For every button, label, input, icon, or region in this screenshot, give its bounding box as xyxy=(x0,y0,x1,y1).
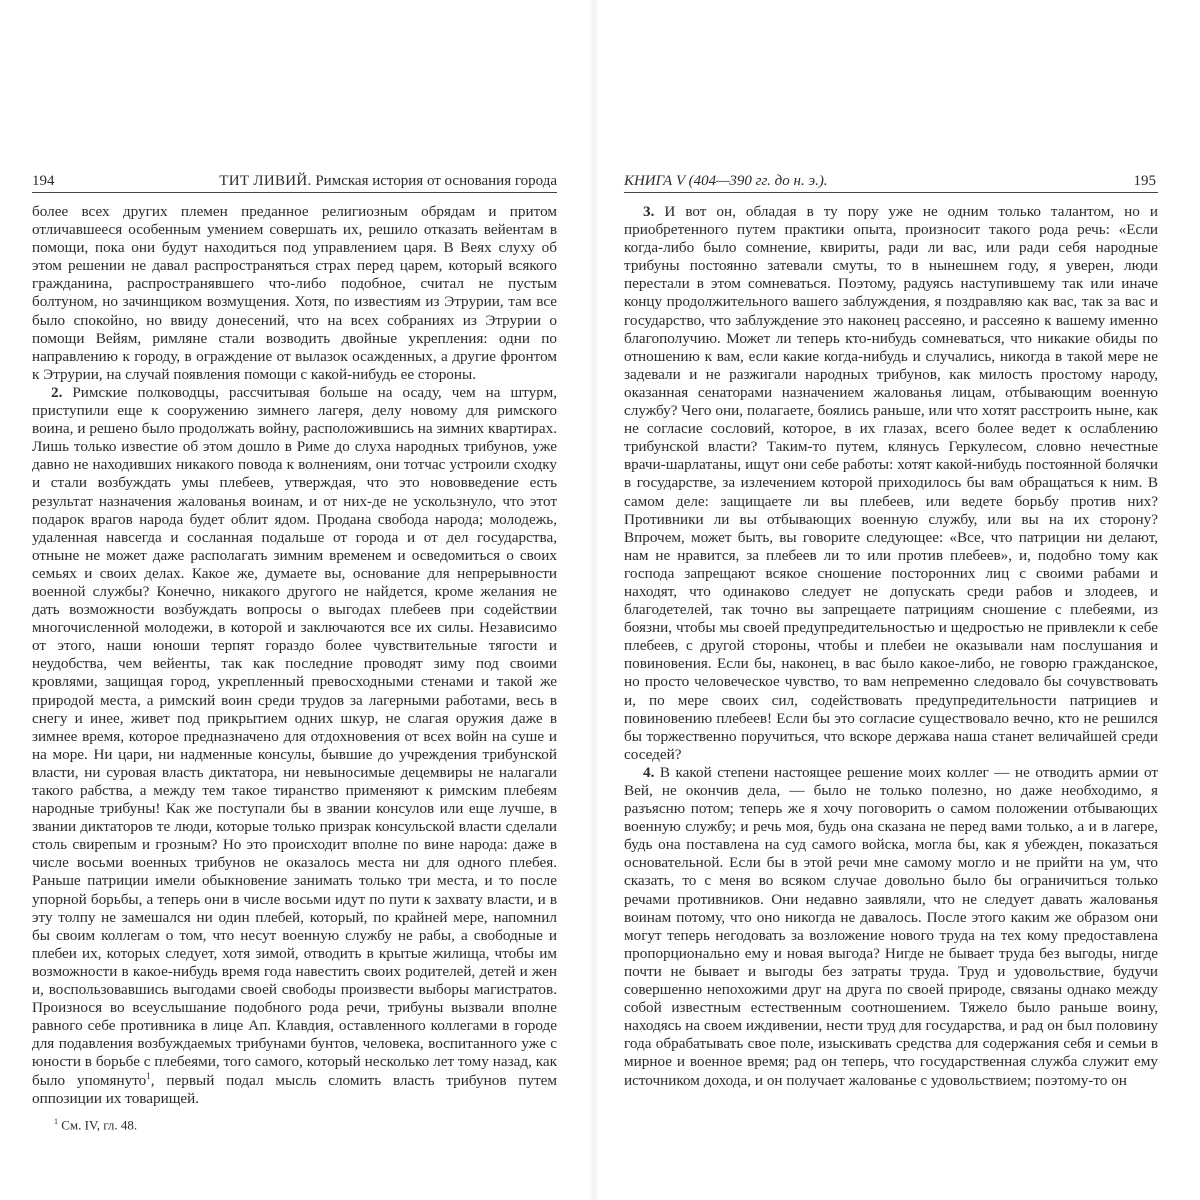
right-header-title: КНИГА V (404—390 гг. до н. э.). xyxy=(624,173,828,189)
right-body-text xyxy=(624,203,1158,1090)
left-body-text xyxy=(32,203,557,1108)
paragraph-2-text: Римские полководцы, рассчитывая больше на осаду, чем на штурм, приступили еще к сооружению зимнего лагеря, делу новому для римского воина, и решено было продолжать войну, расположившись на зимних квартирах. Лишь только известие об этом дошло в Риме до слуха народных трибунов, уже давно не находивших никакого повода к волнениям, они тотчас устроили сходку и стали возбуждать умы плебеев, утверждая, что это нововведение есть результат назначения жалованья воинам, и от них-де не ускользнуло, что этот подарок врагов народа будет облит ядом. Продана свобода народа; молодежь, удаленная навсегда и сосланная подальше от города и от дел государства, отныне не может даже располагать зимним временем и осведомиться о своих семьях и своих делах. Какое же, думаете вы, основание для непрерывности военной службы? Конечно, никакого другого не найдется, кроме желания не дать возможности возбуждать вопросы о выгодах плебеев при содействии многочисленной молодежи, в которой и заключаются все их силы. Независимо от этого, наши юноши терпят гораздо более чувствительные тягости и неудобства, чем вейенты, так как последние проводят зиму под своими кровлями, защищая город, укрепленный превосходными стенами и такой же природой места, а римский воин среди трудов за лагерными работами, весь в снегу и инее, живет под прикрытием одних шкур, не слагая оружия даже в зимнее время, которое предназначено для отдохновения от всех войн на суше и на море. Ни цари, ни надменные консулы, бывшие до учреждения трибунской власти, ни суровая власть диктатора, ни невыносимые децемвиры не налагали такого рабства, а между тем такое тиранство применяют к римским плебеям народные трибуны! Как же поступали бы в звании консулов или еще лучше, в звании диктаторов те люди, которые только призрак консульской власти сделали столь свирепым и грозным? Но это происходит вполне по вине народа: даже в числе восьми военных трибунов не оказалось места ни для одного плебея. Раньше патриции имели обыкновение занимать только три места, и то после упорной борьбы, а теперь они в числе восьми идут по пути к захвату власти, и в эту толпу не замешался ни один плебей, который, по крайней мере, напомнил бы своим коллегам о том, что несут военную службу не рабы, а свободные и плебеи их, которых следует, хотя зимой, отводить в крытые жилища, чтобы им возможности в какое-нибудь время года навестить своих родителей, детей и жен и, воспользовавшись выгодами своей свободы произвести выборы магистратов. Произнося во всеуслышание подобного рода речи, трибуны вызвали вполне равного себе противника в лице Ап. Клавдия, оставленного коллегами в городе для подавления возбуждаемых трибунами бунтов, человека, воспитанного уже с юности в борьбе с плебеями, того самого, который несколько лет тому назад, как было упомянуто xyxy=(32,383,557,1089)
paragraph-2-end: , первый подал мысль сломить власть трибунов путем оппозиции их товарищей. xyxy=(32,1071,558,1107)
left-page xyxy=(32,170,557,1133)
paragraph-2 xyxy=(32,384,557,1108)
paragraph-4 xyxy=(624,764,1158,1090)
section-number-4: 4. xyxy=(643,763,655,781)
paragraph-continued: более всех других племен преданное религиозным обрядам и притом отличавшееся особенным умением совершать их, решило отказать вейентам в помощи, пока они будут находиться под управлением царя. В Веях слуху об этом решении не давал распространяться страх перед царем, который всякого гражданина, распространявшего что-либо подобное, считал не пустым болтуном, но зачинщиком возмущения. Хотя, по известиям из Этрурии, там все было спокойно, но ввиду донесений, что на всех собраниях из Этрурии о помощи Вейям, римляне стали возводить двойные укрепления: одни по направлению к городу, в ограждение от вылазок осажденных, а другие фронтом к Этрурии, на случай появления помощи с какой-нибудь ее стороны. xyxy=(32,203,557,383)
book-gutter xyxy=(588,0,600,1200)
paragraph-3 xyxy=(624,203,1158,764)
section-number-2: 2. xyxy=(51,383,63,401)
right-page-number: 195 xyxy=(1133,173,1156,189)
left-page-number: 194 xyxy=(32,173,55,189)
header-work-title: Римская история от основания города xyxy=(315,173,557,189)
footnote-reference: 1 xyxy=(146,1070,151,1081)
paragraph-3-text: И вот он, обладая в ту пору уже не одним только талантом, но и приобретенного путем практики опыта, произносит такого рода речь: «Если когда-либо было сомнение, квириты, ради ли вас, или ради себя народные трибуны постоянно затевали смуты, то в нынешнем году, я уверен, люди перестали в этом сомневаться. Поэтому, радуясь наступившему так или иначе концу продолжительного вашего заблуждения, я поздравляю как вас, так за вас и государство, что заблуждение это наконец рассеяно, и рассеяно к вашему именно благополучию. Может ли теперь кто-нибудь сомневаться, что никакие обиды по отношению к вам, если какие когда-нибудь и случались, никогда в такой мере не задевали и не разжигали народных трибунов, как милость простому народу, оказанная сенаторами назначением жалованья лицам, отбывающим военную службу? Чего они, полагаете, боялись раньше, или что хотят расстроить ныне, как не согласие сословий, которое, в их глазах, всего более ведет к ослаблению трибунской власти? Таким-то путем, клянусь Геркулесом, словно нечестные врачи-шарлатаны, ищут они себе работы: хотят какой-нибудь постоянной болячки в государстве, за излечением которой приходилось бы вам обращаться к ним. В самом деле: защищаете ли вы плебеев, или ведете борьбу против них? Противники ли вы отбывающих военную службу, или вы на их сторону? Впрочем, может быть, вы говорите следующее: «Все, что патриции ни делают, нам не нравится, за плебеев ли то или против плебеев», и, подобно тому как господа запрещают всякое сношение посторонних лиц с своими рабами и находят, что одинаково следует не допускать среди рабов и злодеев, и благодетелей, так точно вы запрещаете патрициям сношение с плебеями, из боязни, чтобы мы своей предупредительностью и щедростью не привлекли к себе плебеев, с другой стороны, чтобы и плебеи не оказывали нам послушания и повиновения. Если бы, наконец, в вас было какое-либо, не говорю гражданское, но просто человеческое чувство, то вам непременно следовало бы сочувствовать и, по мере своих сил, содействовать предупредительности патрициев и повиновению плебеев! Если бы это согласие существовало вечно, кто не решился бы торжественно поручиться, что вскоре держава наша станет величайшей среди соседей? xyxy=(624,203,1159,763)
footnote-text: См. IV, гл. 48. xyxy=(61,1117,138,1133)
right-running-head xyxy=(624,170,1158,193)
footnote-mark: 1 xyxy=(54,1116,58,1126)
left-running-head xyxy=(32,170,557,193)
paragraph-4-text: В какой степени настоящее решение моих коллег — не отводить армии от Вей, не окончив дела, — было не только полезно, но даже необходимо, я разъясню потом; теперь же я хочу поговорить о самом положении отбывающих военную службу; и речь моя, будь она сказана не перед вами только, а и в лагере, будь она поставлена на суд самого войска, могла бы, как я убежден, показаться основательной. Если бы в этой речи мне самому могло и не прийти на ум, что сказать, то с меня во всяком случае довольно было бы ограничиться только речами противников. Они недавно заявляли, что не следует давать жалованья воинам потому, что оно никогда не давалось. После этого каким же образом они могут теперь негодовать за возложение нового труда на тех кому предоставлена пропорционально ему и новая выгода? Нигде не бывает труда без выгоды, нигде почти не бывает и выгоды без затраты труда. Труд и удовольствие, будучи совершенно непохожими друг на друга по своей природе, связаны однако между собой известным естественным соотношением. Тяжело было раньше воину, находясь на своем иждивении, нести труд для государства, и рад он был половину года обрабатывать свое поле, изыскивать средства для содержания себя и семьи в мирное и военное время; рад он теперь, что государственная служба служит ему источником дохода, и он получает жалованье с удовольствием; поэтому-то он xyxy=(624,763,1159,1089)
left-header-title xyxy=(219,172,557,190)
header-author: ТИТ ЛИВИЙ. xyxy=(219,173,312,189)
footnote xyxy=(32,1114,557,1133)
section-number-3: 3. xyxy=(643,203,655,220)
right-page xyxy=(624,170,1158,1090)
